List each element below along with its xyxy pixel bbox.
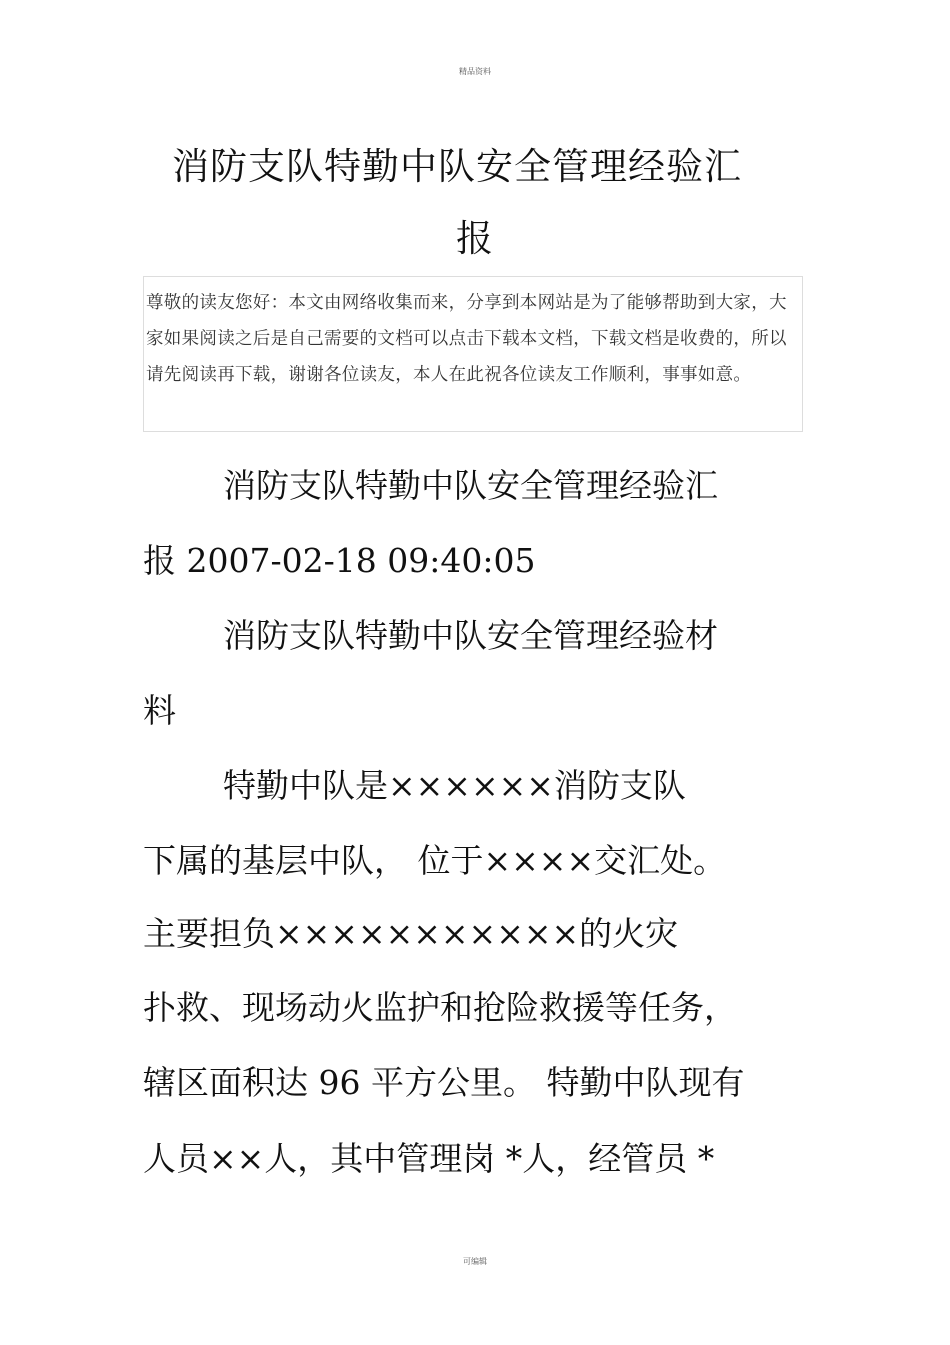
reader-notice-box: 尊敬的读友您好：本文由网络收集而来，分享到本网站是为了能够帮助到大家，大家如果阅读之后是自己需要的文档可以点击下载本文档，下载文档是收费的，所以请先阅读再下载，谢谢各位读友，本人在此祝各位读友工作顺利，事事如意。	[143, 276, 803, 432]
body-line-5: 特勤中队是××××××消防支队	[223, 766, 686, 805]
body-line-6: 下属的基层中队， 位于××××交汇处。	[143, 841, 727, 880]
body-line-2: 报 2007-02-18 09:40:05	[143, 541, 536, 580]
header-note: 精品资料	[459, 67, 491, 76]
body-line-8: 扑救、现场动火监护和抢险救援等任务，	[143, 988, 737, 1027]
body-line-3: 消防支队特勤中队安全管理经验材	[223, 616, 718, 655]
body-line-9: 辖区面积达 96 平方公里。 特勤中队现有	[143, 1063, 745, 1102]
body-line-1: 消防支队特勤中队安全管理经验汇	[223, 466, 718, 505]
document-title-line-1: 消防支队特勤中队安全管理经验汇	[172, 145, 742, 188]
body-line-10: 人员××人，其中管理岗 *人，经管员 *	[143, 1139, 715, 1178]
body-line-4: 料	[143, 691, 176, 730]
body-line-7: 主要担负×××××××××××的火灾	[143, 914, 679, 953]
footer-note: 可编辑	[463, 1257, 487, 1266]
document-title-line-2: 报	[456, 217, 494, 260]
